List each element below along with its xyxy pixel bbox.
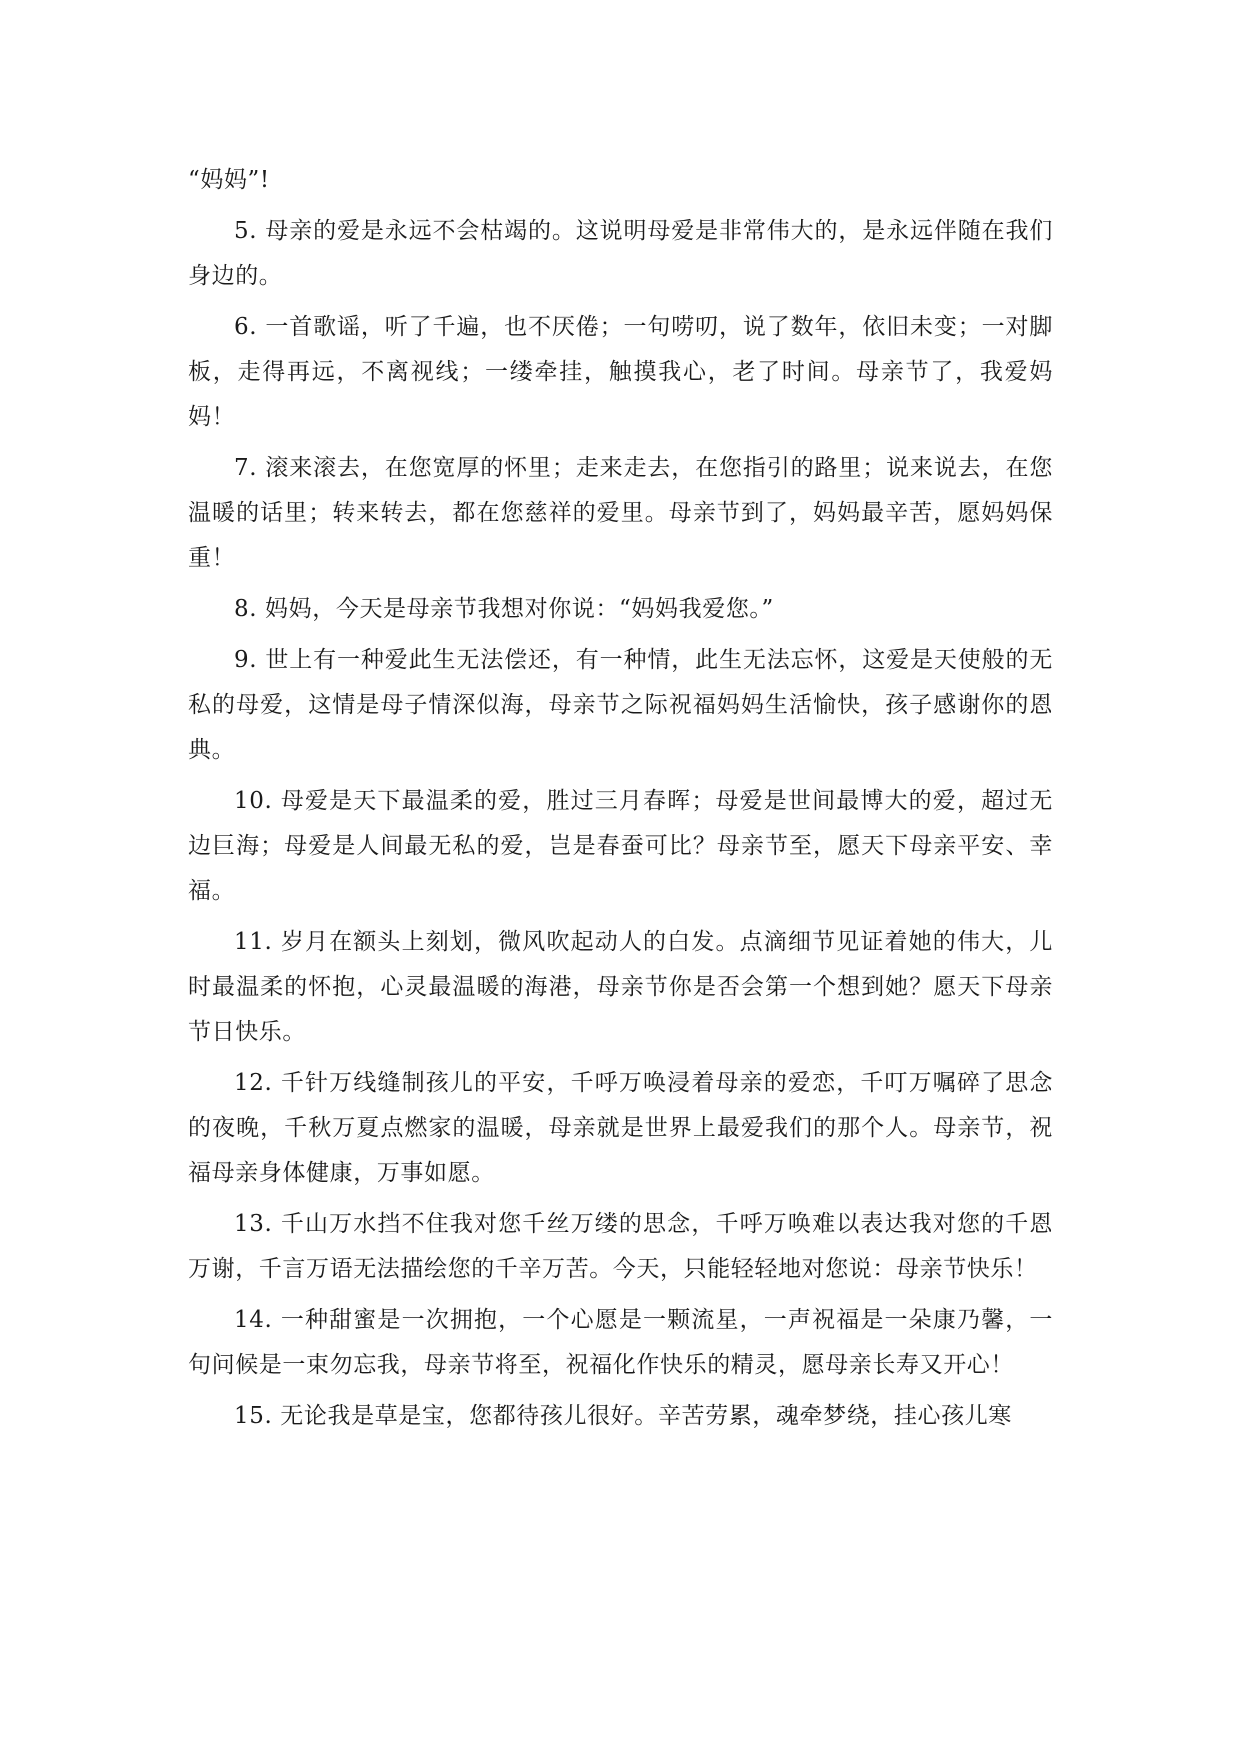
- paragraph-item-13: 13. 千山万水挡不住我对您千丝万缕的思念，千呼万唤难以表达我对您的千恩万谢，千言万语无法描绘您的千辛万苦。今天，只能轻轻地对您说：母亲节快乐！: [188, 1211, 1053, 1282]
- paragraph-item-14: 14. 一种甜蜜是一次拥抱，一个心愿是一颗流星，一声祝福是一朵康乃馨，一句问候是一束勿忘我，母亲节将至，祝福化作快乐的精灵，愿母亲长寿又开心！: [188, 1307, 1053, 1378]
- paragraph-item-15: 15. 无论我是草是宝，您都待孩儿很好。辛苦劳累，魂牵梦绕，挂心孩儿寒: [234, 1403, 1012, 1429]
- paragraph-item-9: 9. 世上有一种爱此生无法偿还，有一种情，此生无法忘怀，这爱是天使般的无私的母爱，这情是母子情深似海，母亲节之际祝福妈妈生活愉快，孩子感谢你的恩典。: [188, 647, 1053, 763]
- paragraph-item-11: 11. 岁月在额头上刻划，微风吹起动人的白发。点滴细节见证着她的伟大，儿时最温柔的怀抱，心灵最温暖的海港，母亲节你是否会第一个想到她？愿天下母亲节日快乐。: [188, 929, 1053, 1045]
- paragraph-item-7: 7. 滚来滚去，在您宽厚的怀里；走来走去，在您指引的路里；说来说去，在您温暖的话里；转来转去，都在您慈祥的爱里。母亲节到了，妈妈最辛苦，愿妈妈保重！: [188, 455, 1053, 571]
- paragraph-item-10: 10. 母爱是天下最温柔的爱，胜过三月春晖；母爱是世间最博大的爱，超过无边巨海；母爱是人间最无私的爱，岂是春蚕可比？母亲节至，愿天下母亲平安、幸福。: [188, 788, 1053, 904]
- document-body: [188, 158, 1053, 1439]
- paragraph-item-8: 8. 妈妈，今天是母亲节我想对你说：“妈妈我爱您。”: [234, 596, 774, 622]
- paragraph-continued: “妈妈”!: [188, 167, 270, 193]
- paragraph-item-12: 12. 千针万线缝制孩儿的平安，千呼万唤浸着母亲的爱恋，千叮万嘱碎了思念的夜晚，千秋万夏点燃家的温暖，母亲就是世界上最爱我们的那个人。母亲节，祝福母亲身体健康，万事如愿。: [188, 1070, 1053, 1186]
- paragraph-item-6: 6. 一首歌谣，听了千遍，也不厌倦；一句唠叨，说了数年，依旧未变；一对脚板，走得再远，不离视线；一缕牵挂，触摸我心，老了时间。母亲节了，我爱妈妈！: [188, 314, 1053, 430]
- paragraph-item-5: 5. 母亲的爱是永远不会枯竭的。这说明母爱是非常伟大的，是永远伴随在我们身边的。: [188, 218, 1053, 289]
